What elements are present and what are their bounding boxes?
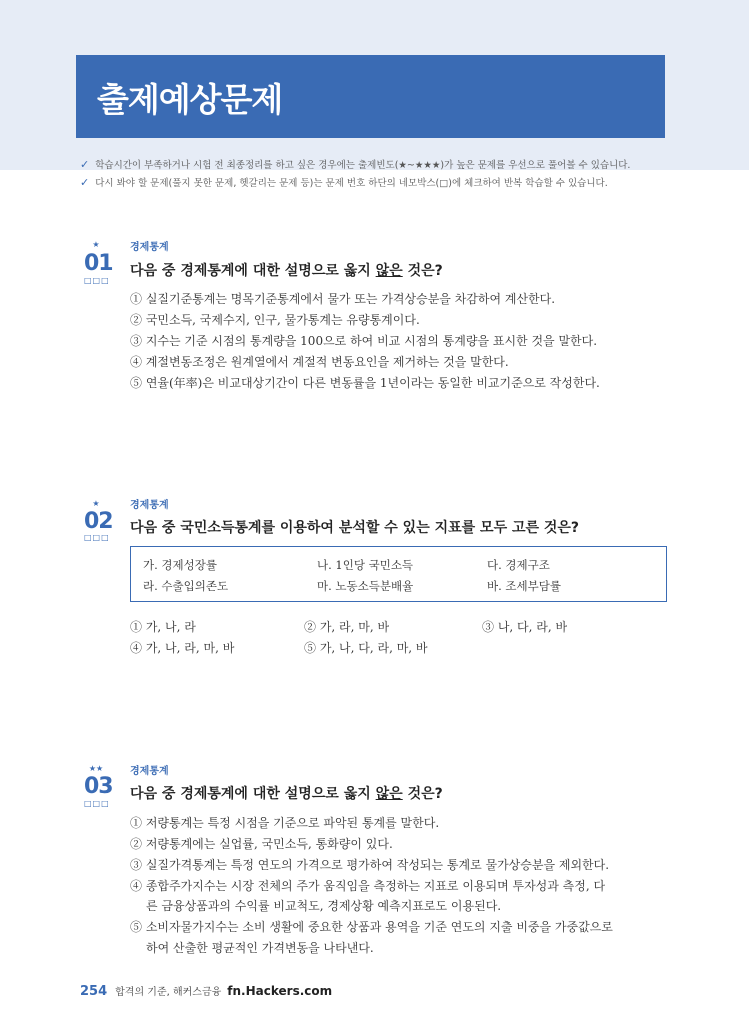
question-category: 경제통계 xyxy=(130,500,169,511)
option: ⑤ 연율(年率)은 비교대상기간이 다른 변동률을 1년이라는 동일한 비교기준으로 작성한다. xyxy=(130,376,600,390)
question-stem: 다음 중 경제통계에 대한 설명으로 옳지 않은 것은? xyxy=(130,786,443,802)
instruction-note-1 xyxy=(80,157,630,171)
option: ④ 계절변동조정은 원계열에서 계절적 변동요인을 제거하는 것을 말한다. xyxy=(130,355,509,369)
review-checkboxes[interactable]: □□□ xyxy=(84,799,110,808)
question-category: 경제통계 xyxy=(130,766,169,777)
frequency-stars: ★ xyxy=(92,240,100,249)
choice-item: 다. 경제구조 xyxy=(487,558,550,572)
option: ⑤ 소비자물가지수는 소비 생활에 중요한 상품과 용역을 기준 연도의 지출 비중을 가중값으로 xyxy=(130,920,613,934)
page-number: 254 xyxy=(80,984,108,999)
check-icon: ✓ xyxy=(80,176,90,189)
choice-item: 마. 노동소득분배율 xyxy=(317,579,414,593)
question-number: 01 xyxy=(84,251,113,276)
option: ② 국민소득, 국제수지, 인구, 물가통계는 유량통계이다. xyxy=(130,313,420,327)
option: ③ 지수는 기준 시점의 통계량을 100으로 하여 비교 시점의 통계량을 표시한 것을 말한다. xyxy=(130,334,598,348)
page-title: 출제예상문제 xyxy=(97,80,283,119)
page-footer xyxy=(80,980,332,999)
option: ① 저량통계는 특정 시점을 기준으로 파악된 통계를 말한다. xyxy=(130,816,440,830)
emphasis-underline: 않은 xyxy=(375,786,403,802)
option: ⑤ 가, 나, 다, 라, 마, 바 xyxy=(304,641,428,655)
option: ① 실질기준통계는 명목기준통계에서 물가 또는 가격상승분을 차감하여 계산한다. xyxy=(130,292,556,306)
note-text: 다시 봐야 할 문제(풀지 못한 문제, 헷갈리는 문제 등)는 문제 번호 하단의 네모박스(□)에 체크하여 반복 학습할 수 있습니다. xyxy=(95,178,608,189)
question-number: 03 xyxy=(84,774,113,799)
frequency-stars: ★★ xyxy=(88,764,104,773)
check-icon: ✓ xyxy=(80,158,90,171)
question-stem: 다음 중 경제통계에 대한 설명으로 옳지 않은 것은? xyxy=(130,263,443,279)
frequency-stars: ★ xyxy=(92,499,100,508)
footer-slogan: 합격의 기준, 해커스금융 xyxy=(115,987,222,998)
option: ③ 실질가격통계는 특정 연도의 가격으로 평가하여 작성되는 통계로 물가상승분을 제외한다. xyxy=(130,858,610,872)
option: ③ 나, 다, 라, 바 xyxy=(482,620,568,634)
question-stem: 다음 중 국민소득통계를 이용하여 분석할 수 있는 지표를 모두 고른 것은? xyxy=(130,520,580,536)
note-text: 학습시간이 부족하거나 시험 전 최종정리를 하고 싶은 경우에는 출제빈도(★~★★★)가 높은 문제를 우선으로 풀어볼 수 있습니다. xyxy=(95,160,631,171)
option: ④ 가, 나, 라, 마, 바 xyxy=(130,641,235,655)
question-number: 02 xyxy=(84,509,113,534)
emphasis-underline: 않은 xyxy=(375,263,403,279)
choice-item: 라. 수출입의존도 xyxy=(143,579,229,593)
question-category: 경제통계 xyxy=(130,242,169,253)
option: ④ 종합주가지수는 시장 전체의 주가 움직임을 측정하는 지표로 이용되며 투자성과 측정, 다 xyxy=(130,879,606,893)
option-continued: 른 금융상품과의 수익률 비교척도, 경제상황 예측지표로도 이용된다. xyxy=(146,899,502,913)
option: ① 가, 나, 라 xyxy=(130,620,196,634)
choice-item: 바. 조세부담률 xyxy=(487,579,561,593)
choice-item: 가. 경제성장률 xyxy=(143,558,217,572)
review-checkboxes[interactable]: □□□ xyxy=(84,533,110,542)
option: ② 저량통계에는 실업률, 국민소득, 통화량이 있다. xyxy=(130,837,393,851)
instruction-note-2 xyxy=(80,175,608,189)
footer-site-link[interactable]: fn.Hackers.com xyxy=(227,984,333,998)
option-continued: 하여 산출한 평균적인 가격변동을 나타낸다. xyxy=(146,941,374,955)
option: ② 가, 라, 마, 바 xyxy=(304,620,390,634)
choice-item: 나. 1인당 국민소득 xyxy=(317,558,414,572)
review-checkboxes[interactable]: □□□ xyxy=(84,276,110,285)
